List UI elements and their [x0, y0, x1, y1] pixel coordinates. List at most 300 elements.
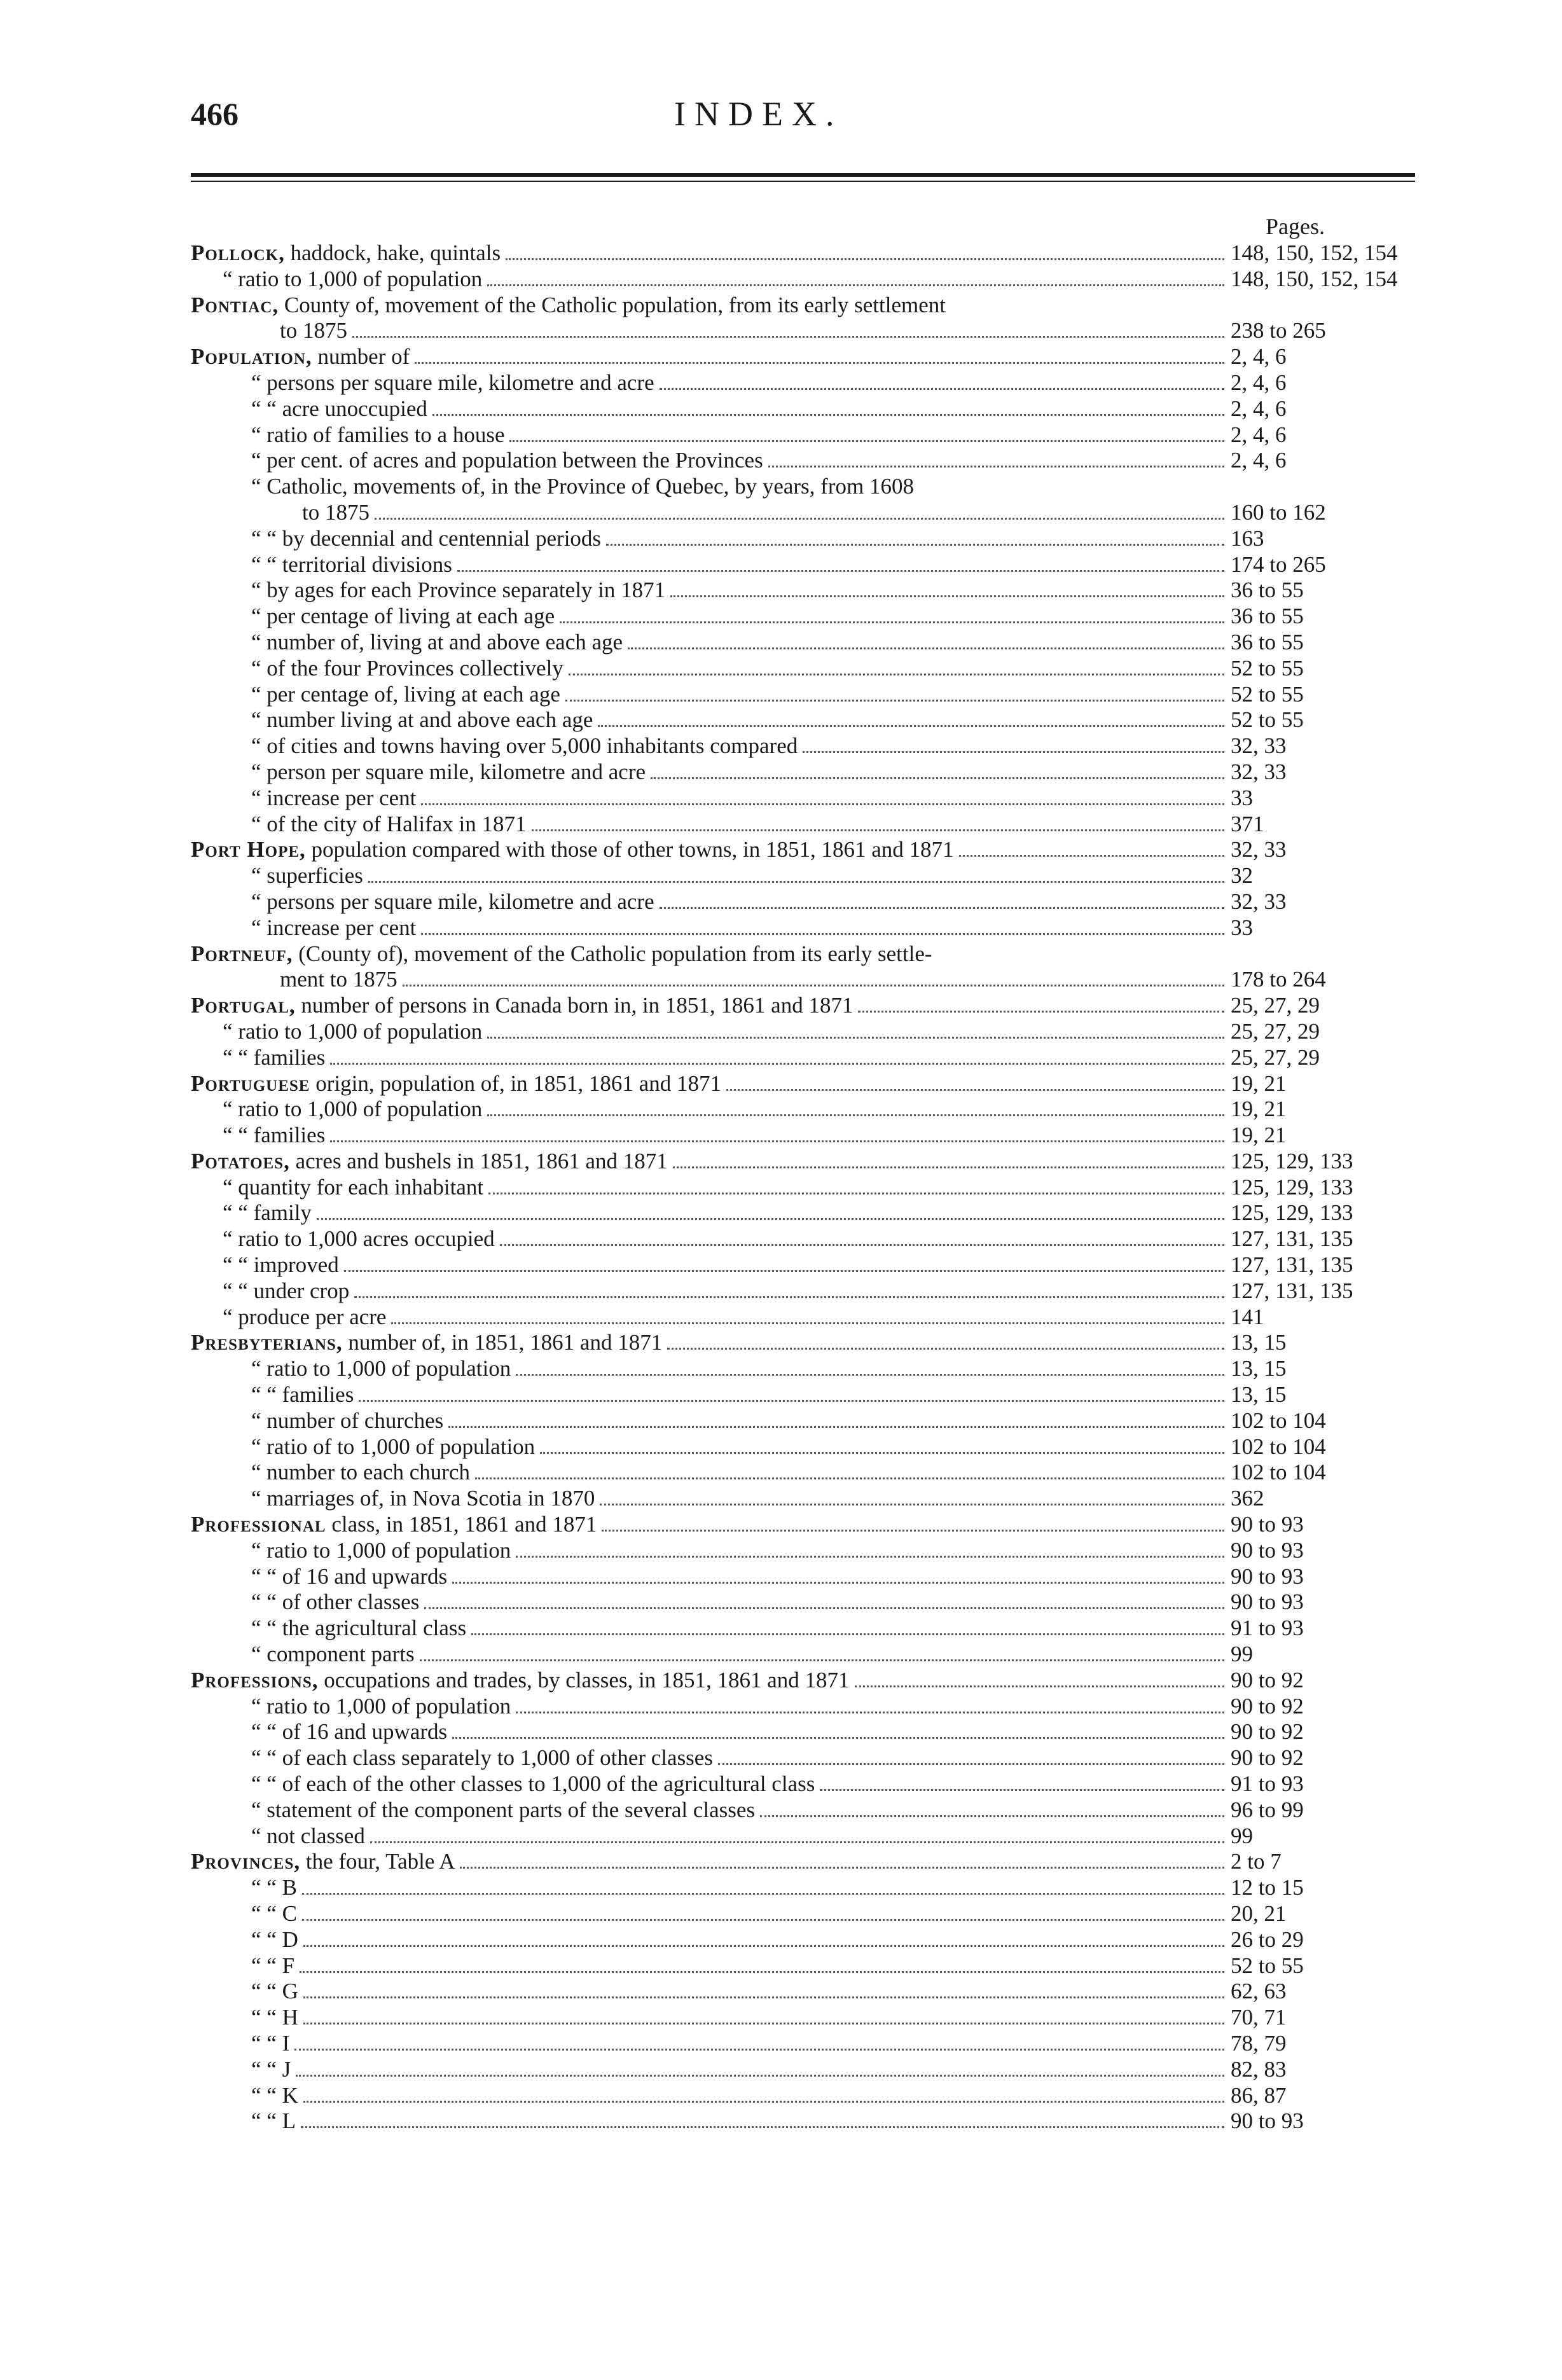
index-description: “ “ territorial divisions	[251, 551, 452, 577]
index-entry	[191, 370, 1434, 396]
index-entry-text	[191, 474, 914, 500]
index-description: (County of), movement of the Catholic population from its early settle-	[298, 941, 932, 966]
dot-leader	[569, 672, 1224, 675]
page-reference: 125, 129, 133	[1231, 1148, 1353, 1173]
page-reference: 78, 79	[1231, 2030, 1287, 2056]
index-entry-text	[191, 682, 560, 708]
page-reference: 90 to 93	[1231, 1537, 1304, 1563]
page-reference: 90 to 92	[1231, 1745, 1304, 1771]
index-entry	[191, 1875, 1434, 1901]
index-entry	[191, 578, 1434, 604]
index-entry	[191, 1745, 1434, 1771]
page-reference: 86, 87	[1231, 2082, 1287, 2108]
index-entry-text	[191, 1538, 511, 1564]
index-entry-text	[191, 785, 416, 812]
dot-leader	[600, 1502, 1224, 1505]
index-entry	[191, 344, 1434, 370]
index-description: “ per centage of, living at each age	[251, 681, 560, 707]
page-reference: 141	[1231, 1304, 1264, 1329]
index-description: “ persons per square mile, kilometre and acre	[251, 889, 654, 914]
dot-leader	[540, 1451, 1224, 1454]
index-entry-text	[191, 967, 397, 993]
index-description: “ “ J	[251, 2056, 291, 2082]
index-term: Portuguese	[191, 1070, 310, 1096]
index-entry	[191, 812, 1434, 838]
index-entry	[191, 1849, 1434, 1875]
index-description: “ ratio of to 1,000 of population	[251, 1434, 536, 1459]
index-description: “ “ families	[223, 1123, 326, 1148]
index-description: number of	[317, 344, 410, 370]
index-entry-text	[191, 1823, 365, 1850]
index-entry-text	[191, 2057, 291, 2083]
page-reference: 125, 129, 133	[1231, 1174, 1353, 1200]
index-entry	[191, 448, 1434, 474]
page-reference: 102 to 104	[1231, 1460, 1326, 1485]
index-entry-text	[191, 526, 601, 552]
index-description: population compared with those of other towns, in 1851, 1861 and 1871	[311, 837, 954, 862]
index-description: “ number of, living at and above each age	[251, 629, 623, 654]
index-entry	[191, 1226, 1434, 1252]
index-entry-text	[191, 656, 563, 682]
index-entry	[191, 2031, 1434, 2057]
dot-leader	[303, 1944, 1224, 1947]
index-description: “ “ L	[251, 2108, 296, 2134]
index-term: Population,	[191, 344, 312, 370]
dot-leader	[516, 1373, 1224, 1376]
page-reference: 32	[1231, 863, 1253, 889]
index-entry-text	[191, 1278, 349, 1304]
dot-leader	[359, 1399, 1224, 1402]
index-description: “ “ of 16 and upwards	[251, 1719, 448, 1745]
index-description: “ statement of the component parts of the several classes	[251, 1797, 756, 1822]
index-description: “ ratio to 1,000 of population	[223, 1018, 483, 1044]
index-entry-text	[191, 1330, 662, 1356]
index-entry-text	[191, 941, 932, 967]
dot-leader	[487, 283, 1224, 286]
index-description: “ number of churches	[251, 1408, 444, 1433]
index-entry-text	[191, 448, 763, 474]
dot-leader	[858, 1009, 1224, 1013]
index-description: “ “ by decennial and centennial periods	[251, 525, 602, 551]
index-entry-text	[191, 552, 452, 578]
index-description: “ not classed	[251, 1823, 365, 1848]
header-rule-thick	[191, 173, 1415, 177]
page-reference: 70, 71	[1231, 2005, 1287, 2030]
index-entry-text	[191, 1045, 325, 1071]
dot-leader	[855, 1684, 1225, 1687]
index-entry-text	[191, 1668, 850, 1694]
index-entry	[191, 915, 1434, 941]
page-reference: 127, 131, 135	[1231, 1226, 1353, 1252]
index-entry	[191, 863, 1434, 889]
page-reference: 163	[1231, 525, 1264, 551]
index-entry	[191, 2083, 1434, 2109]
index-entry	[191, 1694, 1434, 1720]
page-reference: 90 to 93	[1231, 2108, 1304, 2134]
page-reference: 33	[1231, 785, 1253, 810]
page-reference: 20, 21	[1231, 1901, 1287, 1926]
index-entry	[191, 552, 1434, 578]
index-entry-text	[191, 1304, 386, 1331]
page-reference: 102 to 104	[1231, 1434, 1326, 1459]
dot-leader	[803, 750, 1224, 753]
index-entry-text	[191, 1953, 294, 1979]
index-entry	[191, 1330, 1434, 1356]
dot-leader	[516, 1710, 1224, 1713]
index-entry-text	[191, 1460, 470, 1486]
index-entry-text	[191, 1642, 415, 1668]
index-description: “ persons per square mile, kilometre and acre	[251, 370, 654, 395]
dot-leader	[296, 2073, 1224, 2077]
index-description: “ superficies	[251, 863, 363, 889]
index-entry-text	[191, 1849, 455, 1875]
index-entry-text	[191, 1694, 511, 1720]
dot-leader	[424, 1606, 1224, 1609]
index-entry-text	[191, 733, 798, 759]
dot-leader	[670, 594, 1224, 597]
page-reference: 178 to 264	[1231, 967, 1326, 992]
dot-leader	[506, 257, 1224, 260]
dot-leader	[768, 464, 1224, 467]
index-entry	[191, 1512, 1434, 1538]
dot-leader	[420, 1658, 1224, 1661]
index-entry	[191, 1979, 1434, 2005]
index-description: “ “ of each of the other classes to 1,000 of the agricultural class	[251, 1771, 815, 1797]
index-entry	[191, 967, 1434, 993]
index-entry	[191, 1356, 1434, 1382]
index-term: Portugal,	[191, 993, 296, 1018]
page-reference: 2 to 7	[1231, 1849, 1282, 1874]
index-term: Presbyterians,	[191, 1330, 343, 1355]
index-description: “ number to each church	[251, 1460, 471, 1485]
page-reference: 62, 63	[1231, 1979, 1287, 2004]
page-reference: 52 to 55	[1231, 707, 1304, 733]
index-entry-text	[191, 1615, 466, 1642]
index-entry-text	[191, 1434, 535, 1460]
index-entry	[191, 1771, 1434, 1797]
index-entry	[191, 759, 1434, 785]
index-entry-text	[191, 1771, 815, 1797]
index-entry-text	[191, 1356, 511, 1382]
index-description: “ “ the agricultural class	[251, 1615, 467, 1641]
index-entry	[191, 1200, 1434, 1226]
dot-leader	[602, 1528, 1224, 1532]
index-entry	[191, 474, 1434, 500]
page-reference: 19, 21	[1231, 1070, 1287, 1096]
dot-leader	[660, 387, 1224, 390]
dot-leader	[317, 1217, 1224, 1220]
index-entry	[191, 785, 1434, 812]
index-description: “ “ families	[223, 1044, 326, 1070]
index-entry-text	[191, 837, 954, 863]
dot-leader	[487, 1035, 1224, 1039]
index-entry-text	[191, 812, 527, 838]
index-entry-text	[191, 293, 946, 319]
page-reference: 148, 150, 152, 154	[1231, 266, 1398, 291]
index-entry	[191, 1668, 1434, 1694]
index-entry-text	[191, 318, 347, 344]
page-reference: 2, 4, 6	[1231, 396, 1287, 421]
index-entry	[191, 1486, 1434, 1512]
index-entry-text	[191, 1408, 443, 1434]
page-reference: 90 to 93	[1231, 1563, 1304, 1589]
index-entry-text	[191, 889, 654, 915]
index-entry-text	[191, 1927, 298, 1953]
dot-leader	[452, 1581, 1224, 1584]
page-reference: 2, 4, 6	[1231, 422, 1287, 447]
index-entry	[191, 941, 1434, 967]
index-entry	[191, 1252, 1434, 1278]
dot-leader	[432, 413, 1224, 416]
page-reference: 2, 4, 6	[1231, 448, 1287, 473]
dot-leader	[294, 2047, 1224, 2051]
dot-leader	[303, 1995, 1224, 1998]
page-reference: 25, 27, 29	[1231, 1018, 1320, 1044]
page-reference: 52 to 55	[1231, 655, 1304, 681]
index-entry-text	[191, 759, 646, 785]
index-description: occupations and trades, by classes, in 1851, 1861 and 1871	[324, 1667, 850, 1692]
index-description: “ “ I	[251, 2030, 290, 2056]
index-entry-text	[191, 1226, 495, 1252]
index-entry-text	[191, 266, 482, 293]
index-description: “ “ B	[251, 1875, 297, 1900]
index-description: “ “ family	[223, 1200, 312, 1226]
index-entry	[191, 266, 1434, 293]
pages-column-heading: Pages.	[1266, 214, 1325, 239]
index-description: “ marriages of, in Nova Scotia in 1870	[251, 1486, 595, 1511]
index-entry	[191, 1927, 1434, 1953]
index-entry	[191, 707, 1434, 733]
index-entry	[191, 1097, 1434, 1123]
index-entry	[191, 1589, 1434, 1615]
index-description: number of persons in Canada born in, in 1851, 1861 and 1871	[301, 993, 854, 1018]
dot-leader	[344, 1269, 1224, 1272]
index-description: haddock, hake, quintals	[290, 240, 501, 265]
dot-leader	[302, 1918, 1224, 1921]
index-description: “ Catholic, movements of, in the Province of Quebec, by years, from 1608	[251, 474, 914, 499]
index-entry	[191, 2057, 1434, 2083]
index-entry	[191, 293, 1434, 319]
index-entry-text	[191, 630, 623, 656]
index-entry	[191, 1953, 1434, 1979]
index-description: “ ratio to 1,000 of population	[251, 1537, 511, 1563]
index-description: “ of cities and towns having over 5,000 inhabitants compared	[251, 733, 798, 759]
index-entry	[191, 1797, 1434, 1823]
index-description: “ by ages for each Province separately in 1871	[251, 578, 666, 603]
page-reference: 82, 83	[1231, 2056, 1287, 2082]
page-reference: 90 to 93	[1231, 1589, 1304, 1615]
index-description: “ increase per cent	[251, 915, 417, 940]
index-description: “ of the four Provinces collectively	[251, 655, 563, 681]
dot-leader	[368, 880, 1224, 883]
page-reference: 12 to 15	[1231, 1875, 1304, 1900]
index-description: to 1875	[280, 318, 347, 343]
page-reference: 36 to 55	[1231, 604, 1304, 629]
index-entry-text	[191, 1200, 312, 1226]
index-entry	[191, 733, 1434, 759]
dot-leader	[667, 1346, 1224, 1350]
dot-leader	[488, 1191, 1224, 1194]
dot-leader	[330, 1139, 1224, 1142]
index-entry-text	[191, 1382, 354, 1408]
index-entry-text	[191, 1564, 447, 1590]
page-reference: 127, 131, 135	[1231, 1252, 1353, 1278]
dot-leader	[606, 543, 1224, 546]
page-reference: 2, 4, 6	[1231, 370, 1287, 395]
dot-leader	[673, 1165, 1224, 1168]
dot-leader	[303, 2100, 1224, 2103]
index-entry	[191, 1045, 1434, 1071]
index-description: “ “ C	[251, 1901, 297, 1926]
index-entry	[191, 1278, 1434, 1304]
index-entry-text	[191, 993, 853, 1019]
dot-leader	[560, 620, 1224, 623]
index-description: County of, movement of the Catholic population, from its early settlement	[284, 292, 946, 317]
index-description: origin, population of, in 1851, 1861 and 1871	[315, 1070, 721, 1096]
dot-leader	[302, 1892, 1224, 1895]
index-entry-text	[191, 370, 654, 396]
dot-leader	[354, 1295, 1224, 1298]
dot-leader	[532, 828, 1224, 831]
dot-leader	[375, 516, 1224, 520]
page-reference: 148, 150, 152, 154	[1231, 240, 1398, 265]
page-reference: 36 to 55	[1231, 629, 1304, 654]
index-entry	[191, 2005, 1434, 2031]
index-description: “ “ F	[251, 1953, 295, 1978]
index-entry-text	[191, 344, 410, 370]
index-entry-text	[191, 915, 416, 941]
index-entry-text	[191, 1589, 419, 1615]
index-entry-text	[191, 2083, 298, 2109]
page-reference: 90 to 92	[1231, 1693, 1304, 1719]
index-entry-text	[191, 2031, 289, 2057]
index-term: Provinces,	[191, 1849, 301, 1874]
index-entry	[191, 318, 1434, 344]
index-entry-text	[191, 1901, 297, 1927]
index-description: “ “ of other classes	[251, 1589, 420, 1615]
index-description: ment to 1875	[280, 967, 397, 992]
page-reference: 238 to 265	[1231, 318, 1326, 343]
index-entry-text	[191, 240, 501, 266]
page-reference: 52 to 55	[1231, 681, 1304, 707]
index-description: number of, in 1851, 1861 and 1871	[348, 1330, 663, 1355]
page-reference: 90 to 92	[1231, 1667, 1304, 1692]
index-entry	[191, 1615, 1434, 1642]
index-description: “ ratio to 1,000 of population	[251, 1356, 511, 1381]
dot-leader	[726, 1088, 1224, 1091]
index-description: “ “ H	[251, 2005, 298, 2030]
index-description: “ ratio to 1,000 of population	[223, 266, 483, 291]
header-rule-thin	[191, 181, 1415, 182]
index-description: “ “ D	[251, 1927, 298, 1952]
index-description: class, in 1851, 1861 and 1871	[331, 1512, 597, 1537]
index-entry-text	[191, 1123, 325, 1149]
page-reference: 362	[1231, 1486, 1264, 1511]
index-entry	[191, 1901, 1434, 1927]
page-reference: 91 to 93	[1231, 1615, 1304, 1641]
index-term: Portneuf,	[191, 941, 293, 966]
index-entry-text	[191, 1252, 339, 1278]
index-entry-text	[191, 1719, 447, 1745]
index-description: “ ratio to 1,000 acres occupied	[223, 1226, 495, 1252]
index-entry	[191, 1460, 1434, 1486]
dot-leader	[457, 569, 1224, 572]
index-description: “ component parts	[251, 1642, 415, 1667]
index-entry	[191, 604, 1434, 630]
index-entry-text	[191, 1797, 755, 1823]
index-entry	[191, 2108, 1434, 2134]
index-entry	[191, 1408, 1434, 1434]
page-reference: 160 to 162	[1231, 499, 1326, 525]
index-entry-text	[191, 578, 665, 604]
index-description: “ “ K	[251, 2082, 298, 2108]
dot-leader	[448, 1425, 1224, 1428]
index-entry-text	[191, 1745, 713, 1771]
index-entries	[191, 240, 1434, 2134]
index-entry	[191, 1175, 1434, 1201]
index-entry-text	[191, 707, 593, 733]
index-entry	[191, 1564, 1434, 1590]
index-description: “ quantity for each inhabitant	[223, 1174, 484, 1200]
index-description: “ “ improved	[223, 1252, 339, 1278]
dot-leader	[516, 1554, 1224, 1558]
index-entry-text	[191, 396, 427, 422]
index-entry-text	[191, 1979, 298, 2005]
dot-leader	[487, 1113, 1224, 1116]
index-description: “ “ families	[251, 1382, 354, 1408]
index-entry	[191, 500, 1434, 526]
dot-leader	[421, 932, 1224, 935]
dot-leader	[509, 439, 1224, 442]
dot-leader	[718, 1762, 1224, 1765]
index-entry	[191, 396, 1434, 422]
index-entry	[191, 1642, 1434, 1668]
dot-leader	[471, 1632, 1224, 1635]
dot-leader	[421, 802, 1224, 805]
index-description: the four, Table A	[305, 1849, 455, 1874]
page-reference: 32, 33	[1231, 837, 1287, 862]
dot-leader	[660, 906, 1224, 909]
page-reference: 127, 131, 135	[1231, 1278, 1353, 1303]
index-description: to 1875	[302, 499, 370, 525]
page-reference: 96 to 99	[1231, 1797, 1304, 1822]
index-entry	[191, 656, 1434, 682]
page-reference: 99	[1231, 1642, 1253, 1667]
index-entry	[191, 682, 1434, 708]
index-term: Pollock,	[191, 240, 285, 265]
dot-leader	[452, 1736, 1224, 1739]
index-description: “ ratio to 1,000 of population	[251, 1693, 511, 1719]
page-reference: 125, 129, 133	[1231, 1200, 1353, 1226]
page-reference: 2, 4, 6	[1231, 344, 1287, 370]
index-entry	[191, 889, 1434, 915]
dot-leader	[760, 1814, 1224, 1817]
page-reference: 33	[1231, 915, 1253, 940]
dot-leader	[959, 854, 1224, 857]
index-entry-text	[191, 604, 555, 630]
index-entry	[191, 1823, 1434, 1850]
dot-leader	[651, 776, 1224, 779]
page-reference: 36 to 55	[1231, 578, 1304, 603]
dot-leader	[820, 1788, 1224, 1791]
page-reference: 13, 15	[1231, 1382, 1287, 1408]
page-reference: 91 to 93	[1231, 1771, 1304, 1797]
index-entry	[191, 1149, 1434, 1175]
index-entry	[191, 526, 1434, 552]
index-entry-text	[191, 1512, 597, 1538]
index-description: “ “ of each class separately to 1,000 of other classes	[251, 1745, 713, 1771]
page-number: 466	[191, 96, 238, 132]
